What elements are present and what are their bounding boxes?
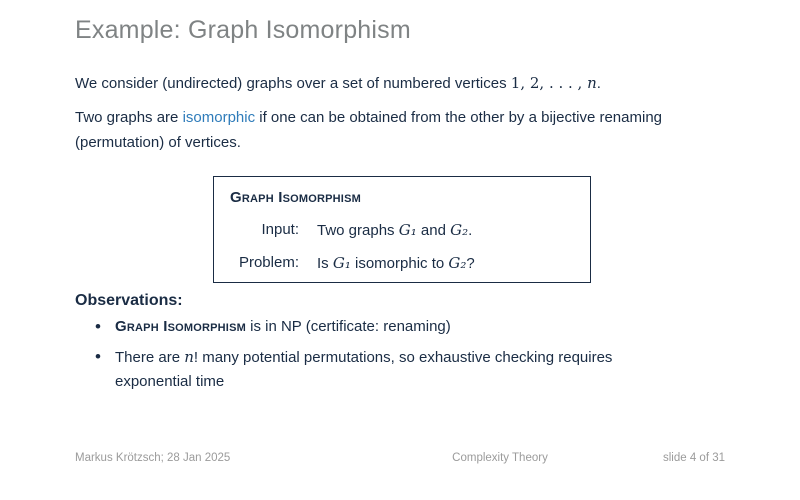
observations-heading: Observations: <box>75 292 183 309</box>
text-segment-plain: Two graphs <box>317 222 399 239</box>
text-segment-plain: Is <box>317 255 333 272</box>
text-segment-mathit: G₁ <box>398 221 417 239</box>
text-segment-plain: . <box>596 75 601 92</box>
text-segment-mathit: n <box>587 74 597 92</box>
slide-title: Example: Graph Isomorphism <box>75 16 411 44</box>
text-segment-plain: . <box>468 222 473 239</box>
problem-definition-rows <box>214 220 590 274</box>
problem-name-heading: Graph Isomorphism <box>230 189 361 206</box>
text-segment-plain: ! many potential permutations, so exhaustive checking requires exponential time <box>115 349 613 390</box>
text-segment-mathit: n <box>184 348 194 366</box>
text-segment-smallcaps: Graph Isomorphism <box>115 318 246 335</box>
footer-course-title: Complexity Theory <box>452 452 548 464</box>
definition-paragraph <box>75 105 730 155</box>
input-label: Input: <box>261 221 299 238</box>
text-segment-plain: and <box>416 222 451 239</box>
text-segment-mathit: G₂ <box>450 221 469 239</box>
text-segment-plain: ? <box>466 255 475 272</box>
intro-paragraph <box>75 71 755 96</box>
observations-list <box>95 315 687 400</box>
text-segment-plain: is in NP (certificate: renaming) <box>245 318 451 335</box>
text-segment-plain: Two graphs are <box>75 109 183 126</box>
problem-value <box>317 253 590 274</box>
input-value <box>317 220 590 241</box>
problem-label: Problem: <box>238 254 299 271</box>
footer-slide-number: slide 4 of 31 <box>662 452 725 464</box>
list-item <box>95 345 687 394</box>
text-segment-plain: We consider (undirected) graphs over a set of numbered vertices <box>75 75 511 92</box>
list-item <box>95 315 687 339</box>
text-segment-accent: isomorphic <box>182 109 256 126</box>
text-segment-serif: 1, 2, . . . , <box>510 74 588 92</box>
problem-definition-box <box>213 176 591 283</box>
text-segment-mathit: G₂ <box>448 254 467 272</box>
text-segment-plain: if one can be obtained from the other by a bijective renaming (permutation) of vertices. <box>75 109 663 151</box>
text-segment-plain: There are <box>115 349 185 366</box>
text-segment-plain: isomorphic to <box>350 255 449 272</box>
text-segment-mathit: G₁ <box>332 254 351 272</box>
footer-author-date: Markus Krötzsch; 28 Jan 2025 <box>75 452 231 464</box>
